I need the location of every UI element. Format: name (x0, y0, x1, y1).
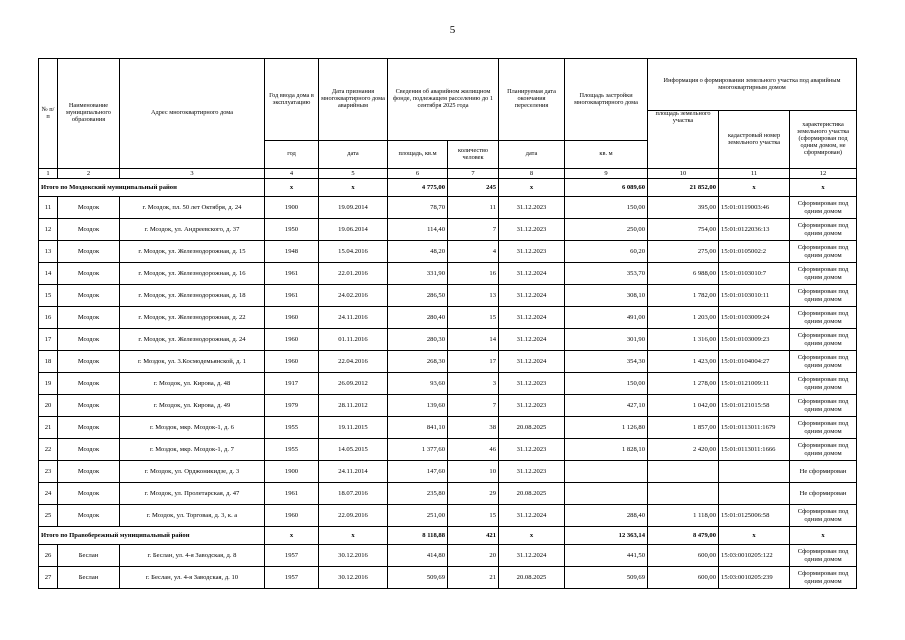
header-unit-year: год (265, 141, 319, 169)
row-area: 1 377,60 (388, 439, 448, 461)
row-number: 23 (39, 461, 58, 483)
row-characteristic: Сформирован под одним домом (790, 439, 857, 461)
row-end-date: 31.12.2023 (499, 461, 565, 483)
row-characteristic: Сформирован под одним домом (790, 373, 857, 395)
row-characteristic: Сформирован под одним домом (790, 197, 857, 219)
row-people: 7 (448, 219, 499, 241)
table-row (39, 197, 857, 219)
row-address: г. Моздок, пл. 50 лет Октября, д. 24 (120, 197, 265, 219)
table-row (39, 567, 857, 589)
row-land-area (648, 461, 719, 483)
header-housing-info: Сведения об аварийном жилищном фонде, подлежащем расселению до 1 сентября 2025 года (388, 59, 499, 141)
row-municipality: Моздок (58, 483, 120, 505)
row-address: г. Моздок, ул. Кирова, д. 48 (120, 373, 265, 395)
table-row (39, 307, 857, 329)
row-year: 1960 (265, 505, 319, 527)
row-municipality: Моздок (58, 241, 120, 263)
row-characteristic: Сформирован под одним домом (790, 567, 857, 589)
row-year: 1957 (265, 567, 319, 589)
header-land-area: площадь земельного участка (648, 111, 719, 169)
row-building-area: 491,00 (565, 307, 648, 329)
row-building-area (565, 461, 648, 483)
row-date: 01.11.2016 (319, 329, 388, 351)
table-row (39, 545, 857, 567)
row-address: г. Моздок, ул. Орджоникидзе, д. 3 (120, 461, 265, 483)
row-address: г. Моздок, ул. Железнодорожная, д. 18 (120, 285, 265, 307)
row-municipality: Моздок (58, 307, 120, 329)
row-people: 13 (448, 285, 499, 307)
row-area: 509,69 (388, 567, 448, 589)
row-cadastral: 15:01:0125006:58 (719, 505, 790, 527)
row-characteristic: Не сформирован (790, 483, 857, 505)
row-date: 24.02.2016 (319, 285, 388, 307)
column-number: 10 (648, 169, 719, 179)
total-land-area: 21 852,00 (648, 179, 719, 197)
total-people: 421 (448, 527, 499, 545)
table-row (39, 505, 857, 527)
row-people: 4 (448, 241, 499, 263)
row-people: 21 (448, 567, 499, 589)
row-address: г. Моздок, ул. Железнодорожная, д. 22 (120, 307, 265, 329)
row-municipality: Моздок (58, 197, 120, 219)
row-people: 3 (448, 373, 499, 395)
header-building-area: Площадь застройки многоквартирного дома (565, 59, 648, 141)
row-land-area: 1 423,00 (648, 351, 719, 373)
row-number: 24 (39, 483, 58, 505)
table-row (39, 439, 857, 461)
row-characteristic: Не сформирован (790, 461, 857, 483)
row-cadastral (719, 483, 790, 505)
table-row (39, 395, 857, 417)
row-characteristic: Сформирован под одним домом (790, 219, 857, 241)
row-land-area: 600,00 (648, 567, 719, 589)
row-end-date: 31.12.2023 (499, 241, 565, 263)
header-resettlement-end: Планируемая дата окончания переселения (499, 59, 565, 141)
row-municipality: Моздок (58, 461, 120, 483)
emergency-housing-table (38, 58, 857, 589)
row-land-area: 1 203,00 (648, 307, 719, 329)
row-area: 235,80 (388, 483, 448, 505)
row-area: 251,00 (388, 505, 448, 527)
row-number: 20 (39, 395, 58, 417)
row-people: 14 (448, 329, 499, 351)
table-row (39, 241, 857, 263)
row-end-date: 31.12.2024 (499, 263, 565, 285)
column-number: 7 (448, 169, 499, 179)
row-cadastral: 15:01:0122036:13 (719, 219, 790, 241)
row-area: 114,40 (388, 219, 448, 241)
row-date: 24.11.2016 (319, 307, 388, 329)
row-year: 1917 (265, 373, 319, 395)
row-address: г. Моздок, ул. Торговая, д. 3, к. а (120, 505, 265, 527)
row-address: г. Моздок, мкр. Моздок-1, д. 6 (120, 417, 265, 439)
row-year: 1960 (265, 329, 319, 351)
row-year: 1900 (265, 461, 319, 483)
row-area: 93,60 (388, 373, 448, 395)
row-municipality: Беслан (58, 567, 120, 589)
row-end-date: 31.12.2023 (499, 373, 565, 395)
row-number: 26 (39, 545, 58, 567)
row-cadastral: 15:01:0104004:27 (719, 351, 790, 373)
row-end-date: 31.12.2024 (499, 351, 565, 373)
row-year: 1960 (265, 351, 319, 373)
row-land-area: 2 420,00 (648, 439, 719, 461)
row-municipality: Моздок (58, 351, 120, 373)
column-number: 11 (719, 169, 790, 179)
total-characteristic: х (790, 527, 857, 545)
row-people: 17 (448, 351, 499, 373)
table-row (39, 329, 857, 351)
row-area: 268,30 (388, 351, 448, 373)
total-cadastral: х (719, 179, 790, 197)
header-unit-sqm: кв. м (565, 141, 648, 169)
row-land-area: 1 278,00 (648, 373, 719, 395)
row-date: 15.04.2016 (319, 241, 388, 263)
row-number: 25 (39, 505, 58, 527)
table-row (39, 373, 857, 395)
row-municipality: Моздок (58, 373, 120, 395)
row-characteristic: Сформирован под одним домом (790, 545, 857, 567)
row-date: 19.11.2015 (319, 417, 388, 439)
row-end-date: 31.12.2024 (499, 505, 565, 527)
row-characteristic: Сформирован под одним домом (790, 505, 857, 527)
row-land-area: 6 988,00 (648, 263, 719, 285)
row-address: г. Моздок, ул. Андреевского, д. 37 (120, 219, 265, 241)
row-municipality: Моздок (58, 219, 120, 241)
total-end: х (499, 179, 565, 197)
row-land-area: 275,00 (648, 241, 719, 263)
column-number: 2 (58, 169, 120, 179)
row-end-date: 31.12.2023 (499, 439, 565, 461)
row-date: 26.09.2012 (319, 373, 388, 395)
row-municipality: Моздок (58, 329, 120, 351)
total-area: 8 118,88 (388, 527, 448, 545)
row-people: 15 (448, 505, 499, 527)
row-people: 10 (448, 461, 499, 483)
total-build-area: 12 363,14 (565, 527, 648, 545)
row-cadastral: 15:01:0103009:24 (719, 307, 790, 329)
row-year: 1961 (265, 285, 319, 307)
row-building-area: 301,90 (565, 329, 648, 351)
row-year: 1960 (265, 307, 319, 329)
row-year: 1955 (265, 417, 319, 439)
row-area: 147,60 (388, 461, 448, 483)
row-cadastral: 15:01:0103010:11 (719, 285, 790, 307)
table-row (39, 483, 857, 505)
row-cadastral: 15:01:0121009:11 (719, 373, 790, 395)
row-building-area: 250,00 (565, 219, 648, 241)
row-year: 1961 (265, 263, 319, 285)
row-address: г. Моздок, ул. 3.Космодемьянской, д. 1 (120, 351, 265, 373)
row-address: г. Беслан, ул. 4-я Заводская, д. 10 (120, 567, 265, 589)
row-year: 1948 (265, 241, 319, 263)
total-land-area: 8 479,00 (648, 527, 719, 545)
row-area: 841,10 (388, 417, 448, 439)
row-number: 21 (39, 417, 58, 439)
row-end-date: 20.08.2025 (499, 567, 565, 589)
row-municipality: Беслан (58, 545, 120, 567)
row-year: 1961 (265, 483, 319, 505)
row-end-date: 31.12.2024 (499, 329, 565, 351)
table-row (39, 417, 857, 439)
column-number-row (39, 169, 857, 179)
row-area: 48,20 (388, 241, 448, 263)
row-end-date: 31.12.2024 (499, 285, 565, 307)
total-characteristic: х (790, 179, 857, 197)
row-number: 12 (39, 219, 58, 241)
table-row (39, 461, 857, 483)
row-people: 29 (448, 483, 499, 505)
table-body (39, 179, 857, 589)
row-year: 1900 (265, 197, 319, 219)
row-address: г. Моздок, ул. Железнодорожная, д. 24 (120, 329, 265, 351)
row-address: г. Моздок, ул. Кирова, д. 49 (120, 395, 265, 417)
row-building-area: 150,00 (565, 197, 648, 219)
row-area: 286,50 (388, 285, 448, 307)
total-row (39, 179, 857, 197)
total-area: 4 775,00 (388, 179, 448, 197)
row-cadastral: 15:03:0010205:122 (719, 545, 790, 567)
row-number: 15 (39, 285, 58, 307)
total-date: х (319, 179, 388, 197)
row-date: 19.06.2014 (319, 219, 388, 241)
row-building-area: 1 828,10 (565, 439, 648, 461)
header-num: № п/п (39, 59, 58, 169)
row-people: 46 (448, 439, 499, 461)
total-end: х (499, 527, 565, 545)
row-cadastral: 15:01:0119003:46 (719, 197, 790, 219)
header-municipality: Наименование муниципального образования (58, 59, 120, 169)
total-year: х (265, 179, 319, 197)
column-number: 12 (790, 169, 857, 179)
row-area: 331,90 (388, 263, 448, 285)
header-year-built: Год ввода дома в эксплуатацию (265, 59, 319, 141)
row-area: 414,80 (388, 545, 448, 567)
row-number: 18 (39, 351, 58, 373)
row-date: 22.01.2016 (319, 263, 388, 285)
row-cadastral: 15:01:0103010:7 (719, 263, 790, 285)
total-label: Итого по Правобережный муниципальный район (39, 527, 265, 545)
row-year: 1950 (265, 219, 319, 241)
row-municipality: Моздок (58, 439, 120, 461)
row-end-date: 20.08.2025 (499, 417, 565, 439)
row-date: 30.12.2016 (319, 545, 388, 567)
row-area: 280,40 (388, 307, 448, 329)
row-area: 78,70 (388, 197, 448, 219)
row-building-area: 509,69 (565, 567, 648, 589)
row-number: 11 (39, 197, 58, 219)
row-number: 16 (39, 307, 58, 329)
row-characteristic: Сформирован под одним домом (790, 417, 857, 439)
row-end-date: 31.12.2024 (499, 545, 565, 567)
row-year: 1957 (265, 545, 319, 567)
row-people: 38 (448, 417, 499, 439)
row-area: 139,60 (388, 395, 448, 417)
row-date: 19.09.2014 (319, 197, 388, 219)
header-cadastral: кадастровый номер земельного участка (719, 111, 790, 169)
total-label: Итого по Моздокский муниципальный район (39, 179, 265, 197)
row-address: г. Моздок, ул. Пролетарская, д. 47 (120, 483, 265, 505)
column-number: 3 (120, 169, 265, 179)
row-characteristic: Сформирован под одним домом (790, 329, 857, 351)
row-building-area (565, 483, 648, 505)
header-address: Адрес многоквартирного дома (120, 59, 265, 169)
table-row (39, 351, 857, 373)
total-build-area: 6 089,60 (565, 179, 648, 197)
row-people: 15 (448, 307, 499, 329)
row-municipality: Моздок (58, 417, 120, 439)
row-cadastral: 15:01:0103009:23 (719, 329, 790, 351)
header-emergency-date: Дата признания многоквартирного дома аварийным (319, 59, 388, 141)
row-cadastral: 15:01:0121015:58 (719, 395, 790, 417)
row-building-area: 308,10 (565, 285, 648, 307)
page-number: 5 (449, 24, 456, 36)
table-row (39, 263, 857, 285)
row-land-area: 1 118,00 (648, 505, 719, 527)
row-municipality: Моздок (58, 395, 120, 417)
row-date: 18.07.2016 (319, 483, 388, 505)
row-cadastral: 15:01:0113011:1679 (719, 417, 790, 439)
row-number: 22 (39, 439, 58, 461)
column-number: 5 (319, 169, 388, 179)
total-year: х (265, 527, 319, 545)
row-building-area: 354,30 (565, 351, 648, 373)
row-people: 11 (448, 197, 499, 219)
total-people: 245 (448, 179, 499, 197)
row-land-area: 1 782,00 (648, 285, 719, 307)
row-area: 280,30 (388, 329, 448, 351)
table-row (39, 219, 857, 241)
row-building-area: 441,50 (565, 545, 648, 567)
row-year: 1979 (265, 395, 319, 417)
row-land-area: 395,00 (648, 197, 719, 219)
row-number: 14 (39, 263, 58, 285)
row-building-area: 353,70 (565, 263, 648, 285)
header-unit-area: площадь, кв.м (388, 141, 448, 169)
total-row (39, 527, 857, 545)
row-building-area: 60,20 (565, 241, 648, 263)
row-characteristic: Сформирован под одним домом (790, 263, 857, 285)
row-cadastral: 15:01:0113011:1666 (719, 439, 790, 461)
row-number: 17 (39, 329, 58, 351)
header-unit-people: количество человек (448, 141, 499, 169)
table-row (39, 285, 857, 307)
row-municipality: Моздок (58, 505, 120, 527)
row-end-date: 20.08.2025 (499, 483, 565, 505)
row-building-area: 427,10 (565, 395, 648, 417)
row-address: г. Моздок, мкр. Моздок-1, д. 7 (120, 439, 265, 461)
header-unit-date: дата (319, 141, 388, 169)
row-building-area: 1 126,80 (565, 417, 648, 439)
row-year: 1955 (265, 439, 319, 461)
row-municipality: Моздок (58, 263, 120, 285)
row-land-area: 1 042,00 (648, 395, 719, 417)
row-number: 19 (39, 373, 58, 395)
row-address: г. Беслан, ул. 4-я Заводская, д. 8 (120, 545, 265, 567)
row-date: 22.09.2016 (319, 505, 388, 527)
row-cadastral: 15:01:0105002:2 (719, 241, 790, 263)
column-number: 4 (265, 169, 319, 179)
column-number: 9 (565, 169, 648, 179)
row-land-area: 1 857,00 (648, 417, 719, 439)
header-unit-date2: дата (499, 141, 565, 169)
row-number: 13 (39, 241, 58, 263)
row-address: г. Моздок, ул. Железнодорожная, д. 16 (120, 263, 265, 285)
row-end-date: 31.12.2023 (499, 197, 565, 219)
row-date: 28.11.2012 (319, 395, 388, 417)
column-number: 6 (388, 169, 448, 179)
row-characteristic: Сформирован под одним домом (790, 351, 857, 373)
row-land-area: 1 316,00 (648, 329, 719, 351)
row-people: 7 (448, 395, 499, 417)
total-cadastral: х (719, 527, 790, 545)
row-end-date: 31.12.2023 (499, 219, 565, 241)
row-characteristic: Сформирован под одним домом (790, 241, 857, 263)
row-characteristic: Сформирован под одним домом (790, 307, 857, 329)
row-number: 27 (39, 567, 58, 589)
row-date: 14.05.2015 (319, 439, 388, 461)
header-land-info: Информация о формировании земельного участка под аварийным многоквартирным домом (648, 59, 857, 111)
row-date: 30.12.2016 (319, 567, 388, 589)
row-municipality: Моздок (58, 285, 120, 307)
row-land-area: 754,00 (648, 219, 719, 241)
row-land-area: 600,00 (648, 545, 719, 567)
row-characteristic: Сформирован под одним домом (790, 285, 857, 307)
row-cadastral (719, 461, 790, 483)
total-date: х (319, 527, 388, 545)
row-people: 16 (448, 263, 499, 285)
row-end-date: 31.12.2023 (499, 395, 565, 417)
row-address: г. Моздок, ул. Железнодорожная, д. 15 (120, 241, 265, 263)
row-end-date: 31.12.2024 (499, 307, 565, 329)
row-date: 22.04.2016 (319, 351, 388, 373)
row-characteristic: Сформирован под одним домом (790, 395, 857, 417)
row-building-area: 150,00 (565, 373, 648, 395)
row-date: 24.11.2014 (319, 461, 388, 483)
header-characteristic: характеристика земельного участка (сформирован под одним домом, не сформирован) (790, 111, 857, 169)
row-people: 20 (448, 545, 499, 567)
row-land-area (648, 483, 719, 505)
row-building-area: 288,40 (565, 505, 648, 527)
column-number: 1 (39, 169, 58, 179)
column-number: 8 (499, 169, 565, 179)
row-cadastral: 15:03:0010205:239 (719, 567, 790, 589)
